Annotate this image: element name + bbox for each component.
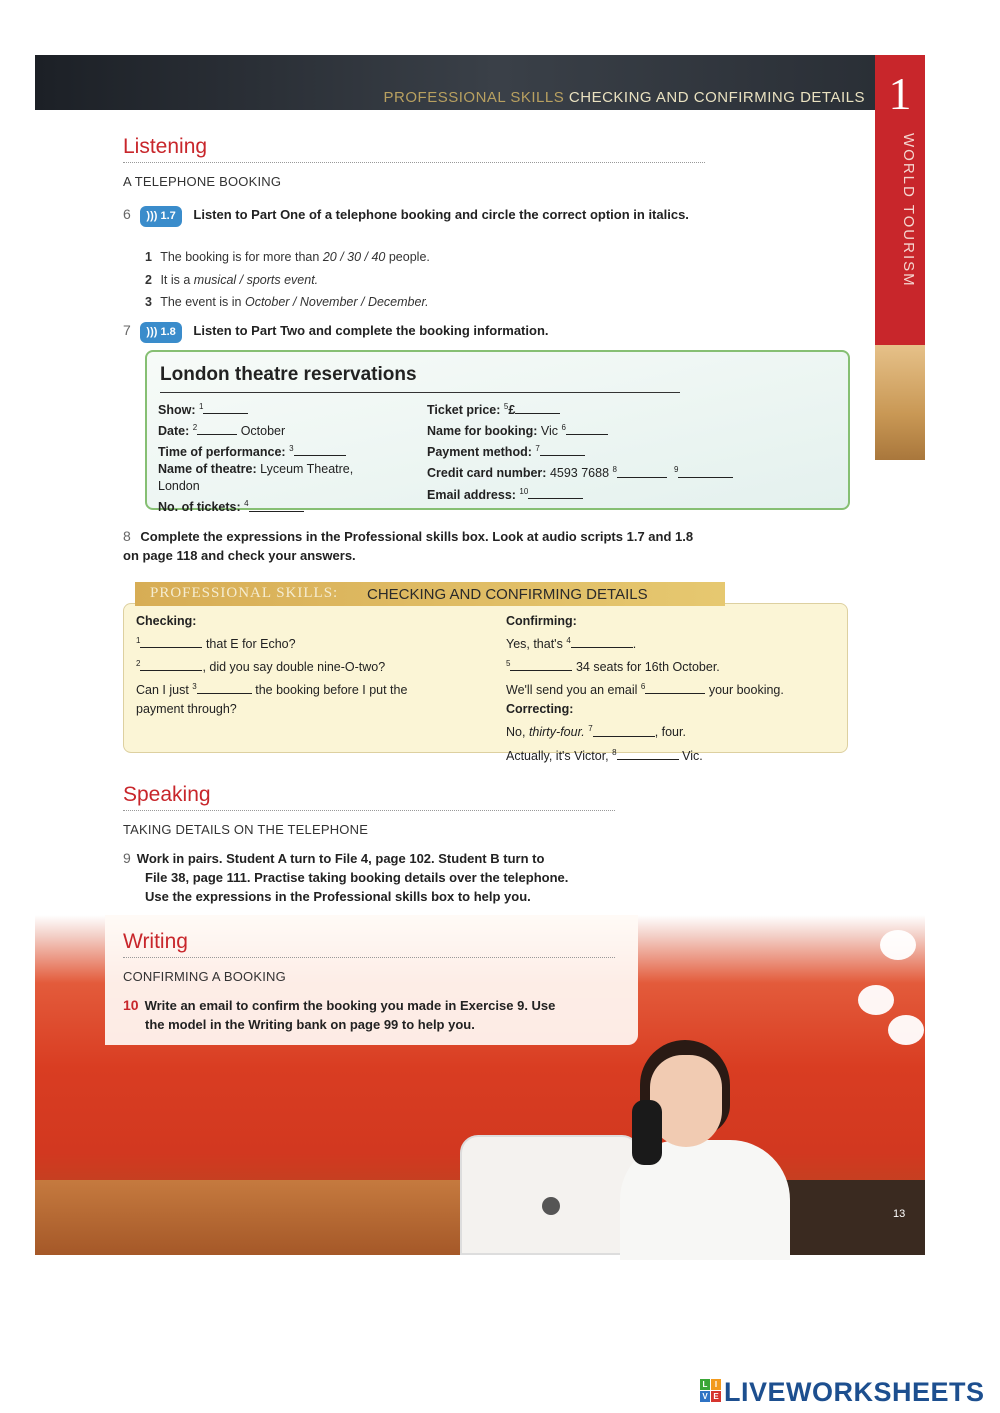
theatre-city: London [158,479,200,494]
liveworksheets-text: LIVEWORKSHEETS [724,1377,985,1407]
gap-number: 3 [192,682,197,692]
answer-blank[interactable] [645,683,705,694]
correcting-title: Correcting: [506,702,574,717]
gap-number: 9 [673,465,679,475]
section-divider [123,162,705,163]
booking-title-underline [160,392,680,393]
gap-number: 7 [535,444,540,454]
question-number: 9 [123,850,131,866]
question-6 [123,205,723,227]
audio-track-badge[interactable]: ))) 1.7 [140,206,181,227]
question-instruction: Complete the expressions in the Professional skills box. Look at audio scripts 1.7 and 1.8 on page 118 and check your answers. [123,529,694,563]
speaking-subheading: TAKING DETAILS ON THE TELEPHONE [123,822,369,837]
audio-track-badge[interactable]: ))) 1.8 [140,322,181,343]
skills-header-main: CHECKING AND CONFIRMING DETAILS [367,586,648,603]
answer-blank[interactable] [249,501,304,512]
listening-subheading: A TELEPHONE BOOKING [123,174,282,189]
gap-number: 5 [506,659,511,669]
question-number: 8 [123,528,131,544]
email-label: Email address: [427,487,516,502]
checking-line: that E for Echo? [205,637,296,652]
price-label: Ticket price: [427,403,501,418]
correcting-line: , four. [654,725,686,740]
unit-number: 1 [888,68,912,119]
answer-blank[interactable] [566,424,608,435]
name-label: Name for booking: [427,424,538,439]
computer-monitor [460,1135,640,1255]
question-instruction: Listen to Part One of a telephone booking and circle the correct option in italics. [193,207,689,222]
unit-title: WORLD TOURISM [900,133,917,288]
header-label-light: PROFESSIONAL SKILLS [383,89,565,106]
gap-number: 4 [244,499,249,509]
question-instruction: Listen to Part Two and complete the booking information. [193,323,549,338]
theatre-value: Lyceum Theatre, [260,462,354,477]
correcting-line: Actually, it's Victor, [506,748,609,763]
question-number: 6 [123,206,131,222]
question-number: 10 [123,997,139,1013]
date-label: Date: [158,424,190,439]
item-options[interactable]: musical / sports event. [193,273,319,287]
correcting-italic: thirty-four. [528,725,585,740]
unit-side-tab [875,55,925,345]
logo-letter: I [711,1379,721,1390]
checking-line: Can I just [136,683,189,698]
theatre-label: Name of theatre: [158,462,257,477]
gap-number: 6 [561,423,566,433]
answer-blank[interactable] [593,726,655,737]
section-divider [123,810,615,811]
confirming-title: Confirming: [506,614,577,628]
orchid-flower [880,930,916,960]
gap-number: 8 [612,465,617,475]
confirming-line: We'll send you an email [506,683,638,698]
section-divider [123,957,615,958]
gap-number: 2 [192,423,198,433]
answer-blank[interactable] [617,749,679,760]
receptionist-person [620,1040,790,1255]
confirming-line: Yes, that's [506,637,563,652]
answer-blank[interactable] [197,683,252,694]
booking-left-column [158,398,418,517]
item-options[interactable]: October / November / December. [244,295,429,309]
answer-blank[interactable] [678,467,733,478]
header-title [384,89,865,106]
checking-column [136,612,486,719]
logo-letter: L [700,1379,710,1390]
question-instruction: File 38, page 111. Practise taking booking details over the telephone. [145,870,569,885]
answer-blank[interactable] [571,637,633,648]
logo-letter: V [700,1391,710,1402]
list-item [145,295,429,309]
gap-number: 7 [588,724,593,734]
time-label: Time of performance: [158,445,286,460]
confirming-line: 34 seats for 16th October. [575,660,720,675]
orchid-flower [858,985,894,1015]
item-text: The booking is for more than [160,250,320,264]
gap-number: 1 [136,636,141,645]
answer-blank[interactable] [203,403,248,414]
question-7 [123,321,723,343]
answer-blank[interactable] [528,488,583,499]
gap-number: 2 [136,659,141,669]
booking-right-column [427,398,847,504]
gap-number: 3 [289,444,294,454]
header-label-main: CHECKING AND CONFIRMING DETAILS [568,89,865,106]
gap-number: 1 [198,402,204,411]
tickets-label: No. of tickets: [158,500,241,515]
list-item [145,250,430,264]
writing-heading: Writing [123,930,188,953]
gap-number: 4 [566,636,571,645]
card-label: Credit card number: [427,466,547,481]
checking-line: payment through? [136,702,237,717]
page-number: 13 [893,1208,906,1220]
booking-info-box [145,350,850,515]
answer-blank[interactable] [140,660,202,671]
monitor-logo-icon [542,1197,560,1215]
question-number: 7 [123,322,131,338]
orchid-flower [888,1015,924,1045]
booking-title: London theatre reservations [160,364,417,385]
date-suffix: October [240,424,286,439]
gap-number: 8 [612,747,617,757]
item-options[interactable]: 20 / 30 / 40 [322,250,386,264]
question-instruction: Work in pairs. Student A turn to File 4, page 102. Student B turn to [136,851,545,866]
chapter-header-bar [35,55,875,110]
item-text-end: people. [388,250,430,264]
list-item [145,273,318,287]
question-instruction: the model in the Writing bank on page 99 to help you. [145,1017,475,1032]
answer-blank[interactable] [197,424,237,435]
writing-subheading: CONFIRMING A BOOKING [123,969,286,984]
confirming-column: Confirming: Yes, that's $^4$ . $^5$ 34 seats for 16th October. We'll send you an email $^6$ your booking. Correcting: No, thirty-four. $^7$ , four. Actually, it's Victor, $^8$ Vic. [506,614,784,763]
skills-header-light: PROFESSIONAL SKILLS: [150,585,339,601]
answer-blank[interactable] [510,660,572,671]
professional-skills-box [123,603,848,763]
gap-number: 5 [503,402,509,411]
liveworksheets-icon [700,1379,722,1403]
answer-blank[interactable] [617,467,667,478]
item-number: 3 [145,295,152,309]
price-prefix: £ [508,403,516,418]
item-number: 1 [145,250,152,264]
checking-line: , did you say double nine-O-two? [202,660,386,675]
gap-number: 10 [519,486,529,496]
speaking-heading: Speaking [123,783,211,806]
answer-blank[interactable] [540,445,585,456]
sphinx-image [875,345,925,460]
correcting-line: No, [506,725,526,740]
item-text: It is a [160,273,191,287]
payment-label: Payment method: [427,445,532,460]
confirming-line: your booking. [708,683,784,698]
listening-heading: Listening [123,135,208,158]
telephone-handset-icon [632,1100,662,1165]
item-number: 2 [145,273,152,287]
professional-skills-header [135,582,725,606]
answer-blank[interactable] [140,637,202,648]
correcting-line: Vic. [682,748,703,763]
checking-line: the booking before I put the [255,683,408,698]
question-9 [123,849,623,906]
logo-letter: E [711,1391,721,1402]
answer-blank[interactable] [294,445,346,456]
checking-title: Checking: [136,614,197,628]
question-10 [123,996,623,1034]
show-label: Show: [158,403,196,418]
item-text: The event is in [160,295,242,309]
answer-blank[interactable] [515,403,560,414]
name-value: Vic [540,424,559,439]
question-instruction: Use the expressions in the Professional skills box to help you. [145,889,531,904]
question-8 [123,527,703,565]
gap-number: 6 [640,682,646,692]
question-instruction: Write an email to confirm the booking you made in Exercise 9. Use [144,998,556,1013]
card-value: 4593 7688 [549,466,610,481]
